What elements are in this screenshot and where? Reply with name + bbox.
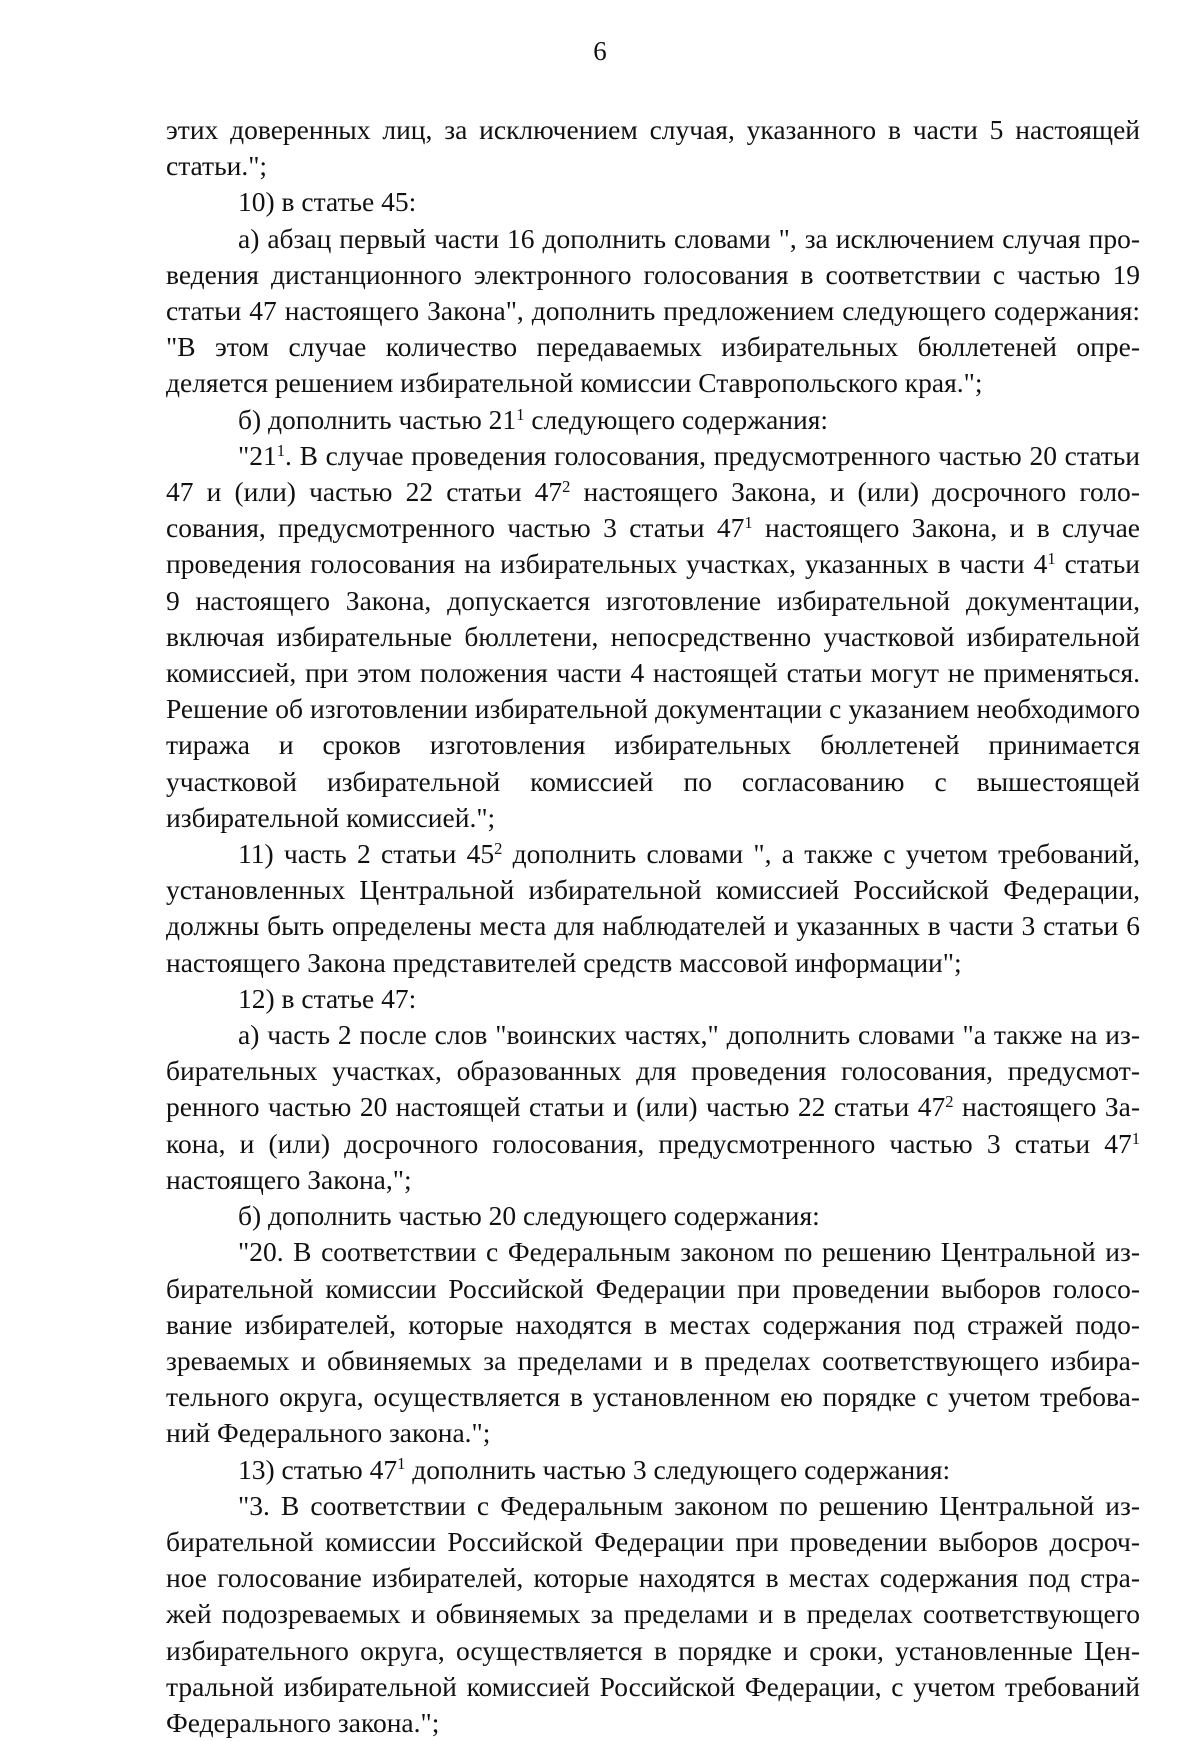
superscript-index: 1 <box>516 404 525 424</box>
superscript-index: 2 <box>562 476 571 496</box>
superscript-index: 1 <box>1131 1128 1140 1148</box>
paragraph-text: "3. В соответствии с Федеральным законом по решению Центральной избирательной комиссии Российской Федерации при проведении выборов досрочное голосование избирателей, которые находятся в местах содержания под стражей подозреваемых и обвиняемых за пределами и в пределах соответствующего избирательного округа, осуществляется в порядке и сроки, установленные Центральной избирательной комиссией Российской Федерации, с учетом требований Федерального закона."; <box>166 1489 1140 1738</box>
paragraph <box>166 836 1140 981</box>
paragraph-text: а) часть 2 после слов "воинских частях," дополнить словами "а также на избирательных участках, образованных для проведения голосования, предусмотренного частью 20 настоящей статьи и (или) частью 22 статьи 47 <box>166 1019 1140 1123</box>
paragraph <box>166 112 1140 184</box>
paragraph <box>166 1017 1140 1198</box>
paragraph-text: 10) в статье 45: <box>238 186 417 218</box>
paragraph-text: а) абзац первый части 16 дополнить словами ", за исключением случая проведения дистанционного электронного голосования в соответствии с частью 19 статьи 47 настоящего Закона", дополнить предложением следующего содержания: "В этом случае количество передаваемых избирательных бюллетеней определяется решением избирательной комиссии Ставропольского края."; <box>166 222 1140 399</box>
paragraph <box>166 221 1140 402</box>
paragraph-text: настоящего Закона, и (или) досрочного голосования, предусмотренного частью 3 статьи 47 <box>166 476 1140 544</box>
paragraph-text: дополнить частью 3 следующего содержания: <box>405 1453 951 1485</box>
paragraph-text: этих доверенных лиц, за исключением случая, указанного в части 5 настоящей статьи."; <box>166 114 1140 182</box>
paragraph-text: "20. В соответствии с Федеральным законом по решению Центральной избирательной комиссии Российской Федерации при проведении выборов голосование избирателей, которые находятся в местах содержания под стражей подозреваемых и обвиняемых за пределами и в пределах соответствующего избирательного округа, осуществляется в установленном ею порядке с учетом требований Федерального закона."; <box>166 1236 1140 1449</box>
paragraph-text: настоящего Закона,"; <box>166 1163 412 1195</box>
paragraph <box>166 184 1140 220</box>
paragraph-text: б) дополнить частью 20 следующего содержания: <box>238 1200 820 1232</box>
paragraph <box>166 438 1140 836</box>
superscript-index: 2 <box>945 1092 954 1112</box>
paragraph <box>166 1452 1140 1488</box>
paragraph <box>166 402 1140 438</box>
document-body <box>166 112 1140 1741</box>
superscript-index: 1 <box>744 513 753 533</box>
paragraph <box>166 981 1140 1017</box>
paragraph-text: дополнить словами ", а также с учетом требований, установленных Центральной избирательной комиссией Российской Федерации, должны быть определены места для наблюдателей и указанных в части 3 статьи 6 настоящего Закона представителей средств массовой информации"; <box>166 838 1140 978</box>
paragraph-text: настоящего Закона, и (или) досрочного голосования, предусмотренного частью 3 статьи 47 <box>166 1091 1140 1159</box>
superscript-index: 1 <box>276 440 285 460</box>
paragraph-text: 11) часть 2 статьи 45 <box>238 838 495 870</box>
superscript-index: 1 <box>1047 549 1056 569</box>
paragraph <box>166 1234 1140 1451</box>
paragraph <box>166 1198 1140 1234</box>
paragraph-text: б) дополнить частью 21 <box>238 403 517 435</box>
paragraph-text: 12) в статье 47: <box>238 982 417 1014</box>
paragraph-text: 13) статью 47 <box>238 1453 398 1485</box>
paragraph-text: "21 <box>238 439 277 471</box>
paragraph <box>166 1488 1140 1741</box>
paragraph-text: настоящего Закона, и в случае проведения голосования на избирательных участках, указанных в части 4 <box>166 512 1140 580</box>
paragraph-text: . В случае проведения голосования, предусмотренного частью 20 статьи 47 и (или) частью 22 статьи 47 <box>166 439 1140 508</box>
superscript-index: 2 <box>494 839 503 858</box>
page-number: 6 <box>593 36 607 66</box>
paragraph-text: статьи 9 настоящего Закона, допускается изготовление избирательной документации, включая избирательные бюллетени, непосредственно участковой избирательной комиссией, при этом положения части 4 настоящей статьи могут не применяться. Решение об изготовлении избирательной документации с указанием необходимого тиража и сроков изготовления избирательных бюллетеней принимается участковой избирательной комиссией по согласованию с вышестоящей избирательной комиссией."; <box>166 548 1140 833</box>
superscript-index: 1 <box>397 1454 406 1474</box>
paragraph-text: следующего содержания: <box>524 403 829 435</box>
